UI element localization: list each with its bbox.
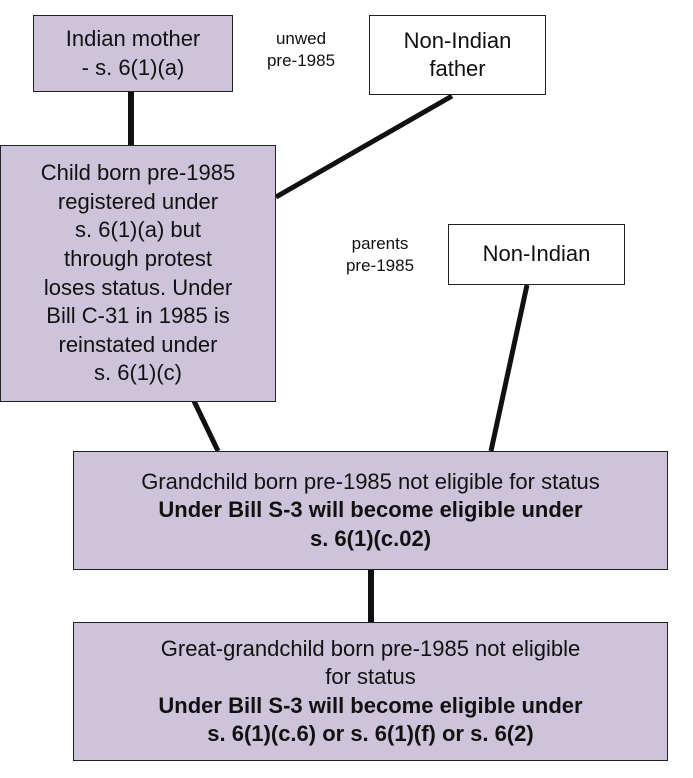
non-indian-line: Non-Indian	[482, 241, 591, 267]
non-indian-box	[448, 224, 625, 285]
connector-child-grandchild	[194, 401, 218, 451]
child-line: registered under	[57, 188, 219, 214]
mother-line: Indian mother	[65, 26, 201, 52]
child-line: Child born pre-1985	[40, 160, 236, 186]
child-line: reinstated under	[58, 331, 218, 357]
child-line: s. 6(1)(a) but	[75, 217, 201, 243]
indian-mother-box	[33, 15, 233, 92]
great-grandchild-line: Great-grandchild born pre-1985 not eligible	[160, 636, 581, 662]
non-indian-father-box	[369, 15, 546, 95]
connector-father-child	[276, 96, 452, 197]
unwed-label-line: pre-1985	[266, 51, 336, 71]
parents-label-line: pre-1985	[345, 256, 415, 276]
mother-line: - s. 6(1)(a)	[81, 54, 185, 80]
child-line: Bill C-31 in 1985 is	[46, 303, 230, 329]
great-grandchild-bold-line: s. 6(1)(c.6) or s. 6(1)(f) or s. 6(2)	[207, 720, 534, 746]
unwed-label-line: unwed	[275, 29, 327, 48]
connector-nonindian-grandchild	[491, 285, 527, 451]
child-line: through protest	[64, 245, 212, 271]
parents-label	[325, 233, 435, 277]
grandchild-box	[73, 451, 668, 570]
grandchild-line: Grandchild born pre-1985 not eligible for status	[141, 469, 600, 495]
child-box	[0, 145, 276, 402]
great-grandchild-bold-line: Under Bill S-3 will become eligible under	[158, 692, 583, 718]
child-line: s. 6(1)(c)	[94, 360, 182, 386]
child-line: loses status. Under	[43, 274, 233, 300]
father-line: father	[429, 56, 486, 81]
grandchild-bold-line: s. 6(1)(c.02)	[309, 525, 432, 551]
parents-label-line: parents	[351, 234, 409, 253]
unwed-label	[246, 28, 356, 72]
great-grandchild-line: for status	[325, 664, 416, 690]
great-grandchild-box	[73, 622, 668, 761]
grandchild-bold-line: Under Bill S-3 will become eligible under	[158, 497, 583, 523]
father-line: Non-Indian	[403, 27, 512, 53]
